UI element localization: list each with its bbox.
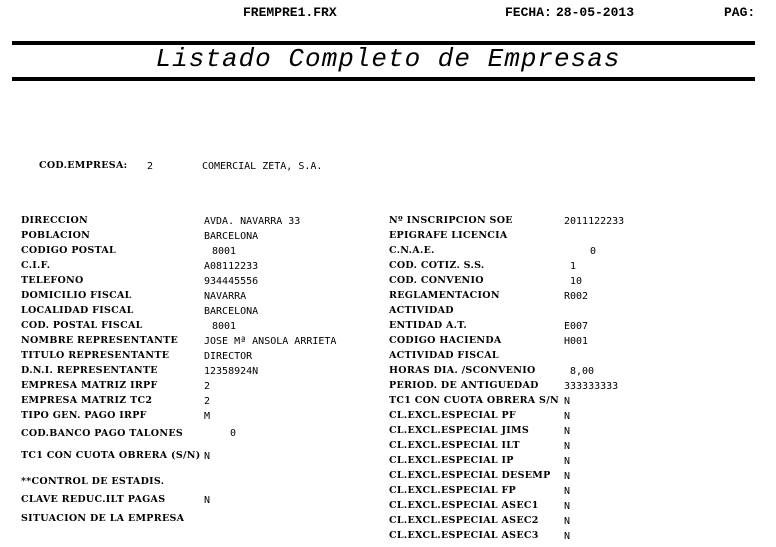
company-name: COMERCIAL ZETA, S.A.: [202, 161, 323, 172]
field-value: 8001: [212, 321, 237, 332]
field-value: 8001: [212, 246, 237, 257]
field-label: D.N.I. REPRESENTANTE: [21, 365, 158, 376]
field-label: EPIGRAFE LICENCIA: [389, 230, 508, 241]
field-label: DOMICILIO FISCAL: [21, 290, 132, 301]
field-value: N: [204, 451, 211, 462]
field-value: 333333333: [564, 381, 619, 392]
field-label: COD. CONVENIO: [389, 275, 484, 286]
field-label: C.I.F.: [21, 260, 51, 271]
report-title: Listado Completo de Empresas: [155, 44, 621, 74]
field-label: COD. POSTAL FISCAL: [21, 320, 143, 331]
field-value: N: [564, 426, 571, 437]
field-label: CL.EXCL.ESPECIAL ASEC2: [389, 515, 539, 526]
field-value: 12358924N: [204, 366, 259, 377]
field-label: CL.EXCL.ESPECIAL ASEC3: [389, 530, 539, 541]
field-value: N: [564, 411, 571, 422]
company-code-value: 2: [147, 161, 154, 172]
field-label: TELEFONO: [21, 275, 84, 286]
field-label: CL.EXCL.ESPECIAL DESEMP: [389, 470, 551, 481]
field-label: **CONTROL DE ESTADIS.: [21, 476, 165, 487]
field-value: N: [564, 531, 571, 542]
field-value: JOSE Mª ANSOLA ARRIETA: [204, 336, 337, 347]
field-label: LOCALIDAD FISCAL: [21, 305, 134, 316]
field-value: NAVARRA: [204, 291, 247, 302]
field-value: AVDA. NAVARRA 33: [204, 216, 301, 227]
field-value: 2: [204, 396, 211, 407]
field-value: A08112233: [204, 261, 259, 272]
field-value: BARCELONA: [204, 231, 259, 242]
field-value: N: [564, 456, 571, 467]
field-label: SITUACION DE LA EMPRESA: [21, 513, 185, 524]
field-label: TC1 CON CUOTA OBRERA (S/N): [21, 450, 201, 461]
field-value: 0: [230, 428, 237, 439]
date-label: FECHA:: [505, 5, 552, 20]
field-value: N: [564, 486, 571, 497]
field-label: PERIOD. DE ANTIGUEDAD: [389, 380, 539, 391]
field-label: DIRECCION: [21, 215, 89, 226]
field-label: TC1 CON CUOTA OBRERA S/N: [389, 395, 559, 406]
field-label: ENTIDAD A.T.: [389, 320, 468, 331]
field-value: 8,00: [570, 366, 595, 377]
field-value: M: [204, 411, 211, 422]
report-file-name: FREMPRE1.FRX: [243, 5, 337, 20]
field-value: 0: [590, 246, 597, 257]
field-value: 1: [570, 261, 577, 272]
field-value: N: [564, 516, 571, 527]
field-value: N: [564, 501, 571, 512]
field-label: COD.BANCO PAGO TALONES: [21, 428, 184, 439]
field-label: CL.EXCL.ESPECIAL PF: [389, 410, 516, 421]
field-label: HORAS DIA. /SCONVENIO: [389, 365, 536, 376]
field-value: R002: [564, 291, 589, 302]
field-label: CL.EXCL.ESPECIAL ASEC1: [389, 500, 539, 511]
field-label: Nº INSCRIPCION SOE: [389, 215, 513, 226]
field-value: E007: [564, 321, 589, 332]
field-label: ACTIVIDAD: [389, 305, 454, 316]
field-label: POBLACION: [21, 230, 91, 241]
field-value: N: [564, 441, 571, 452]
field-label: CODIGO HACIENDA: [389, 335, 502, 346]
field-label: TIPO GEN. PAGO IRPF: [21, 410, 147, 421]
company-code-label: COD.EMPRESA:: [39, 160, 128, 171]
field-value: N: [564, 396, 571, 407]
field-label: CL.EXCL.ESPECIAL IP: [389, 455, 514, 466]
field-label: C.N.A.E.: [389, 245, 435, 256]
date-value: 28-05-2013: [556, 5, 635, 20]
field-value: 2011122233: [564, 216, 625, 227]
field-label: NOMBRE REPRESENTANTE: [21, 335, 179, 346]
field-value: 2: [204, 381, 211, 392]
field-label: CODIGO POSTAL: [21, 245, 116, 256]
field-value: N: [204, 495, 211, 506]
field-label: CL.EXCL.ESPECIAL ILT: [389, 440, 520, 451]
field-label: TITULO REPRESENTANTE: [21, 350, 170, 361]
field-label: EMPRESA MATRIZ IRPF: [21, 380, 158, 391]
field-value: H001: [564, 336, 589, 347]
field-label: COD. COTIZ. S.S.: [389, 260, 485, 271]
field-label: EMPRESA MATRIZ TC2: [21, 395, 153, 406]
field-label: ACTIVIDAD FISCAL: [389, 350, 499, 361]
page-label: PAG:: [724, 5, 756, 20]
field-label: CL.EXCL.ESPECIAL FP: [389, 485, 516, 496]
field-value: 10: [570, 276, 583, 287]
field-value: N: [564, 471, 571, 482]
field-value: BARCELONA: [204, 306, 259, 317]
field-value: DIRECTOR: [204, 351, 253, 362]
field-label: CLAVE REDUC.ILT PAGAS: [21, 494, 166, 505]
field-label: CL.EXCL.ESPECIAL JIMS: [389, 425, 530, 436]
field-value: 934445556: [204, 276, 259, 287]
title-bottom-rule: [12, 77, 755, 81]
field-label: REGLAMENTACION: [389, 290, 500, 301]
